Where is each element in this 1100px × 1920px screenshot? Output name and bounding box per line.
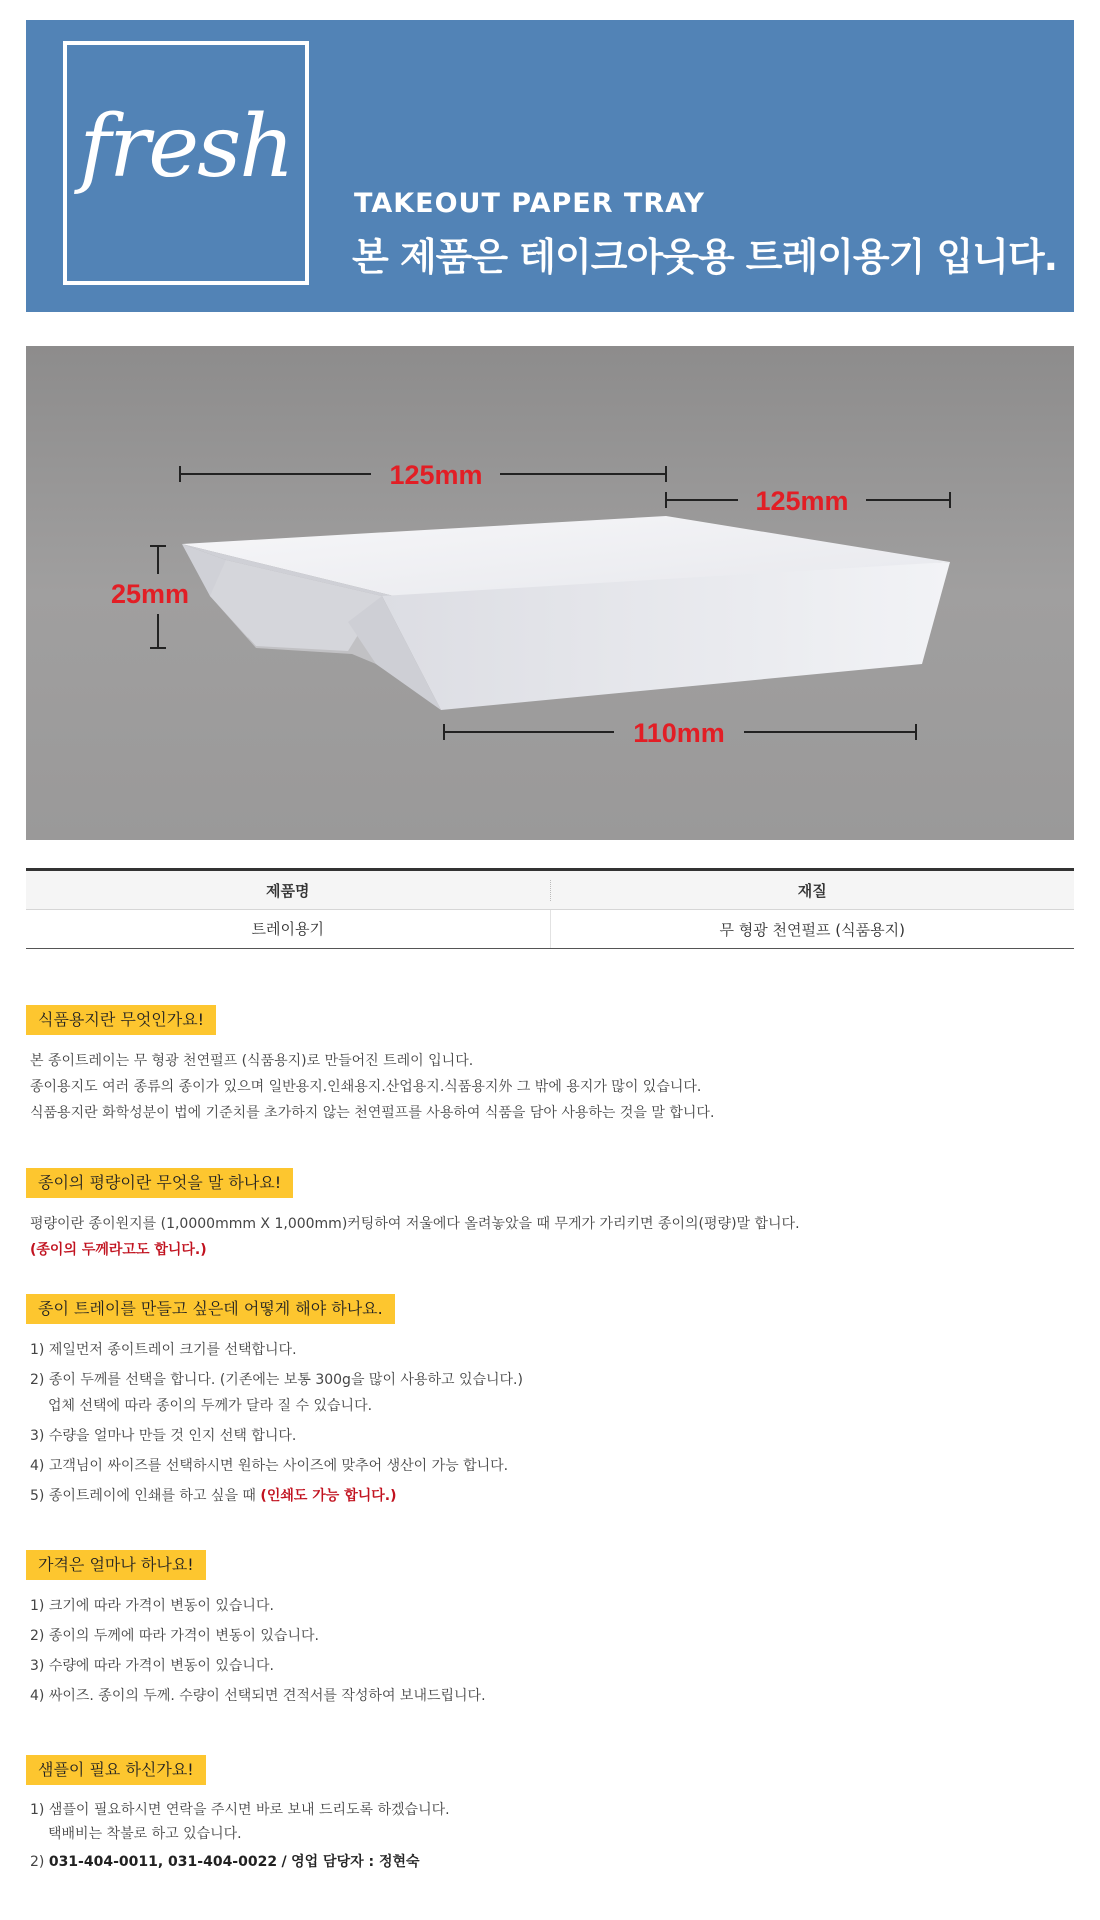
- dim-top-depth-label: 125mm: [755, 486, 849, 516]
- section-food-paper: [26, 1005, 1074, 1126]
- text-line: 평량이란 종이원지를 (1,0000mmm X 1,000mm)커팅하여 저울에다 올려놓았을 때 무게가 가리키면 종이의(평량)말 합니다.: [30, 1216, 800, 1232]
- list-item: 2) 종이의 두께에 따라 가격이 변동이 있습니다.: [30, 1628, 319, 1644]
- emphasis-text: (종이의 두께라고도 합니다.): [30, 1242, 207, 1258]
- text-line: 식품용지란 화학성분이 법에 기준치를 초가하지 않는 천연펄프를 사용하여 식품을 담아 사용하는 것을 말 합니다.: [30, 1105, 715, 1121]
- text-line: 본 종이트레이는 무 형광 천연펄프 (식품용지)로 만들어진 트레이 입니다.: [30, 1053, 474, 1069]
- contact-line: [30, 1850, 1074, 1874]
- section-basis-weight: [26, 1168, 1074, 1263]
- section-body: [26, 1211, 1074, 1263]
- list-item: 2) 종이 두께를 선택을 합니다. (기존에는 보통 300g을 많이 사용하고 있습니다.): [30, 1372, 523, 1388]
- contact-prefix: 2): [30, 1854, 45, 1870]
- section-how-to-order: [26, 1294, 1074, 1509]
- list-item: 1) 제일먼저 종이트레이 크기를 선택합니다.: [30, 1342, 297, 1358]
- spec-table: [26, 868, 1074, 949]
- section-price: [26, 1550, 1074, 1709]
- dim-height-label: 25mm: [110, 579, 190, 609]
- header-banner: [26, 20, 1074, 312]
- list-item: 3) 수량에 따라 가격이 변동이 있습니다.: [30, 1658, 274, 1674]
- section-body: [26, 1048, 1074, 1126]
- section-title: 종이의 평량이란 무엇을 말 하나요!: [26, 1168, 293, 1198]
- product-photo: [26, 346, 1074, 840]
- section-title: 식품용지란 무엇인가요!: [26, 1005, 216, 1035]
- section-body: [26, 1337, 1074, 1509]
- list-item: 3) 수량을 얼마나 만들 것 인지 선택 합니다.: [30, 1428, 297, 1444]
- list-item: 택배비는 착불로 하고 있습니다.: [48, 1826, 242, 1842]
- banner-title: 본 제품은 테이크아웃용 트레이용기 입니다.: [352, 235, 1058, 279]
- section-body: [26, 1593, 1074, 1709]
- banner-subtitle: TAKEOUT PAPER TRAY: [354, 188, 705, 219]
- list-item: 1) 샘플이 필요하시면 연락을 주시면 바로 보내 드리도록 하겠습니다.: [30, 1802, 450, 1818]
- dim-bottom-label: 110mm: [633, 718, 725, 748]
- spec-material: 무 형광 천연펄프 (식품용지): [719, 920, 905, 939]
- spec-product-name: 트레이용기: [26, 910, 551, 948]
- section-body: [26, 1798, 1074, 1874]
- contact-phones: 031-404-0011, 031-404-0022: [48, 1854, 278, 1870]
- text-line: 종이용지도 여러 종류의 종이가 있으며 일반용지.인쇄용지.산업용지.식품용지外 그 밖에 용지가 많이 있습니다.: [30, 1079, 702, 1095]
- spec-header-row: [26, 871, 1074, 910]
- contact-person: 영업 담당자 : 정현숙: [291, 1854, 420, 1870]
- list-item: 1) 크기에 따라 가격이 변동이 있습니다.: [30, 1598, 274, 1614]
- tray-illustration: [26, 346, 1074, 840]
- spec-header-product: 제품명: [26, 880, 551, 901]
- list-item-text: 5) 종이트레이에 인쇄를 하고 싶을 때: [30, 1488, 256, 1504]
- section-title: 샘플이 필요 하신가요!: [26, 1755, 206, 1785]
- list-item: 4) 싸이즈. 종이의 두께. 수량이 선택되면 견적서를 작성하여 보내드립니다.: [30, 1688, 486, 1704]
- section-title: 종이 트레이를 만들고 싶은데 어떻게 해야 하나요.: [26, 1294, 395, 1324]
- contact-separator: /: [281, 1854, 287, 1870]
- list-item: 업체 선택에 따라 종이의 두께가 달라 질 수 있습니다.: [48, 1398, 373, 1414]
- list-item: 4) 고객님이 싸이즈를 선택하시면 원하는 사이즈에 맞추어 생산이 가능 합니다.: [30, 1458, 509, 1474]
- spec-data-row: [26, 910, 1074, 948]
- list-item: [30, 1483, 1074, 1509]
- section-title: 가격은 얼마나 하나요!: [26, 1550, 206, 1580]
- section-sample: [26, 1755, 1074, 1874]
- fresh-logo: [63, 41, 309, 285]
- spec-header-material: 재질: [797, 881, 827, 900]
- emphasis-text: (인쇄도 가능 합니다.): [260, 1488, 397, 1504]
- dim-top-width-label: 125mm: [389, 460, 483, 490]
- logo-text: fresh: [79, 97, 293, 197]
